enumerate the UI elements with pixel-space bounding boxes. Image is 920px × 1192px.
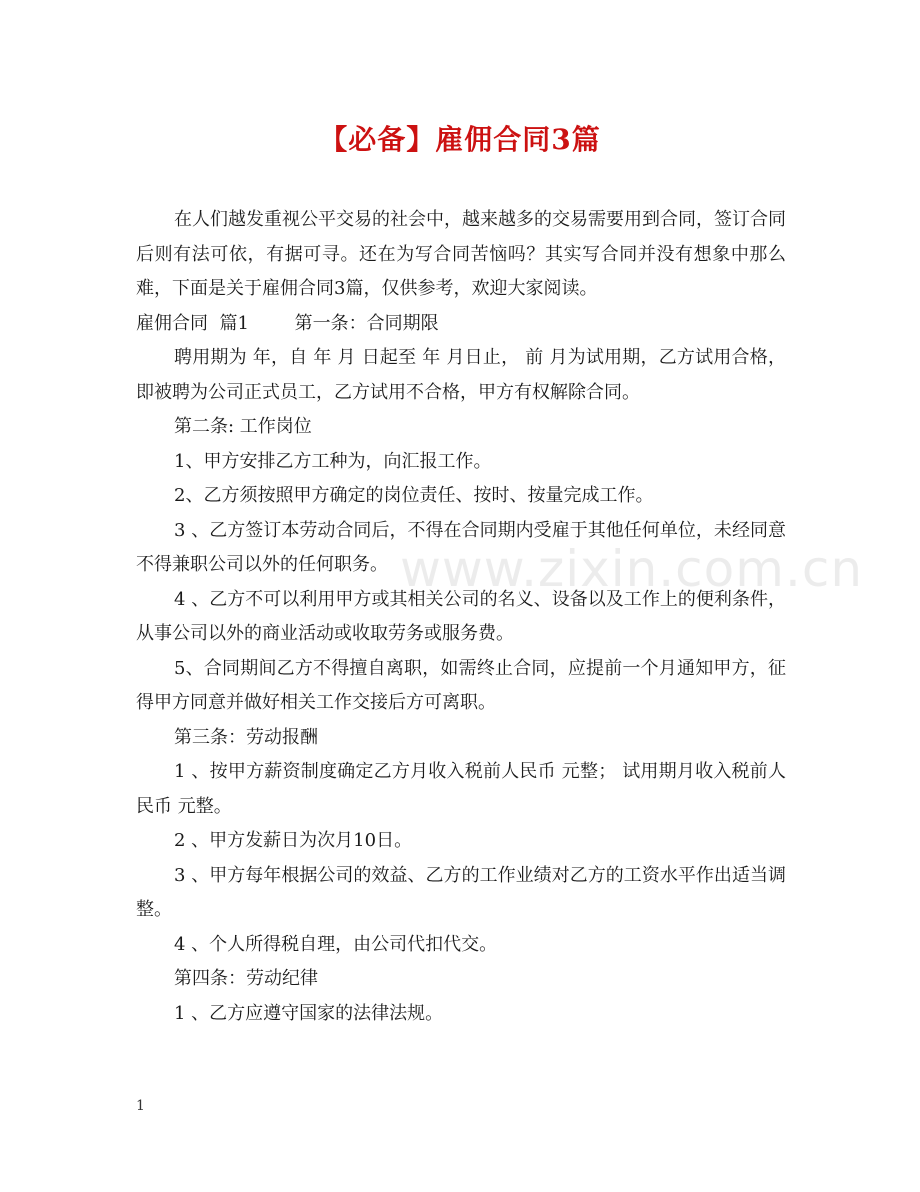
section-heading: 雇佣合同 篇1 第一条：合同期限 bbox=[136, 312, 439, 334]
document-title: 【必备】雇佣合同3篇 bbox=[319, 123, 601, 156]
document-body bbox=[136, 203, 786, 1031]
paragraph-3: 1、甲方安排乙方工种为，向汇报工作。 bbox=[174, 450, 492, 472]
paragraph-11: 3 、甲方每年根据公司的效益、乙方的工作业绩对乙方的工资水平作出适当调整。 bbox=[136, 864, 786, 920]
paragraph-5: 3 、乙方签订本劳动合同后，不得在合同期内受雇于其他任何单位，未经同意不得兼职公司以外的任何职务。 bbox=[136, 519, 786, 575]
paragraph-4: 2、乙方须按照甲方确定的岗位责任、按时、按量完成工作。 bbox=[174, 485, 654, 506]
watermark-text: www.zixin.com.cn bbox=[400, 540, 864, 598]
intro-paragraph: 在人们越发重视公平交易的社会中，越来越多的交易需要用到合同，签订合同后则有法可依，有据可寻。还在为写合同苦恼吗？其实写合同并没有想象中那么难，下面是关于雇佣合同3篇，仅供参考，欢迎大家阅读。 bbox=[136, 209, 786, 299]
paragraph-2: 第二条: 工作岗位 bbox=[174, 416, 312, 437]
page-number: 1 bbox=[136, 1098, 145, 1114]
paragraph-12: 4 、个人所得税自理，由公司代扣代交。 bbox=[174, 933, 498, 955]
paragraph-10: 2 、甲方发薪日为次月10日。 bbox=[174, 830, 413, 851]
paragraph-1: 聘用期为 年，自 年 月 日起至 年 月日止， 前 月为试用期，乙方试用合格，即被聘为公司正式员工，乙方试用不合格，甲方有权解除合同。 bbox=[136, 347, 786, 403]
paragraph-9: 1 、按甲方薪资制度确定乙方月收入税前人民币 元整； 试用期月收入税前人民币 元整。 bbox=[136, 761, 786, 817]
paragraph-8: 第三条：劳动报酬 bbox=[174, 726, 318, 748]
paragraph-7: 5、合同期间乙方不得擅自离职，如需终止合同，应提前一个月通知甲方，征得甲方同意并做好相关工作交接后方可离职。 bbox=[136, 657, 786, 713]
paragraph-13: 第四条：劳动纪律 bbox=[174, 968, 318, 989]
paragraph-6: 4 、乙方不可以利用甲方或其相关公司的名义、设备以及工作上的便利条件，从事公司以外的商业活动或收取劳务或服务费。 bbox=[136, 588, 786, 644]
paragraph-14: 1 、乙方应遵守国家的法律法规。 bbox=[174, 1002, 444, 1024]
